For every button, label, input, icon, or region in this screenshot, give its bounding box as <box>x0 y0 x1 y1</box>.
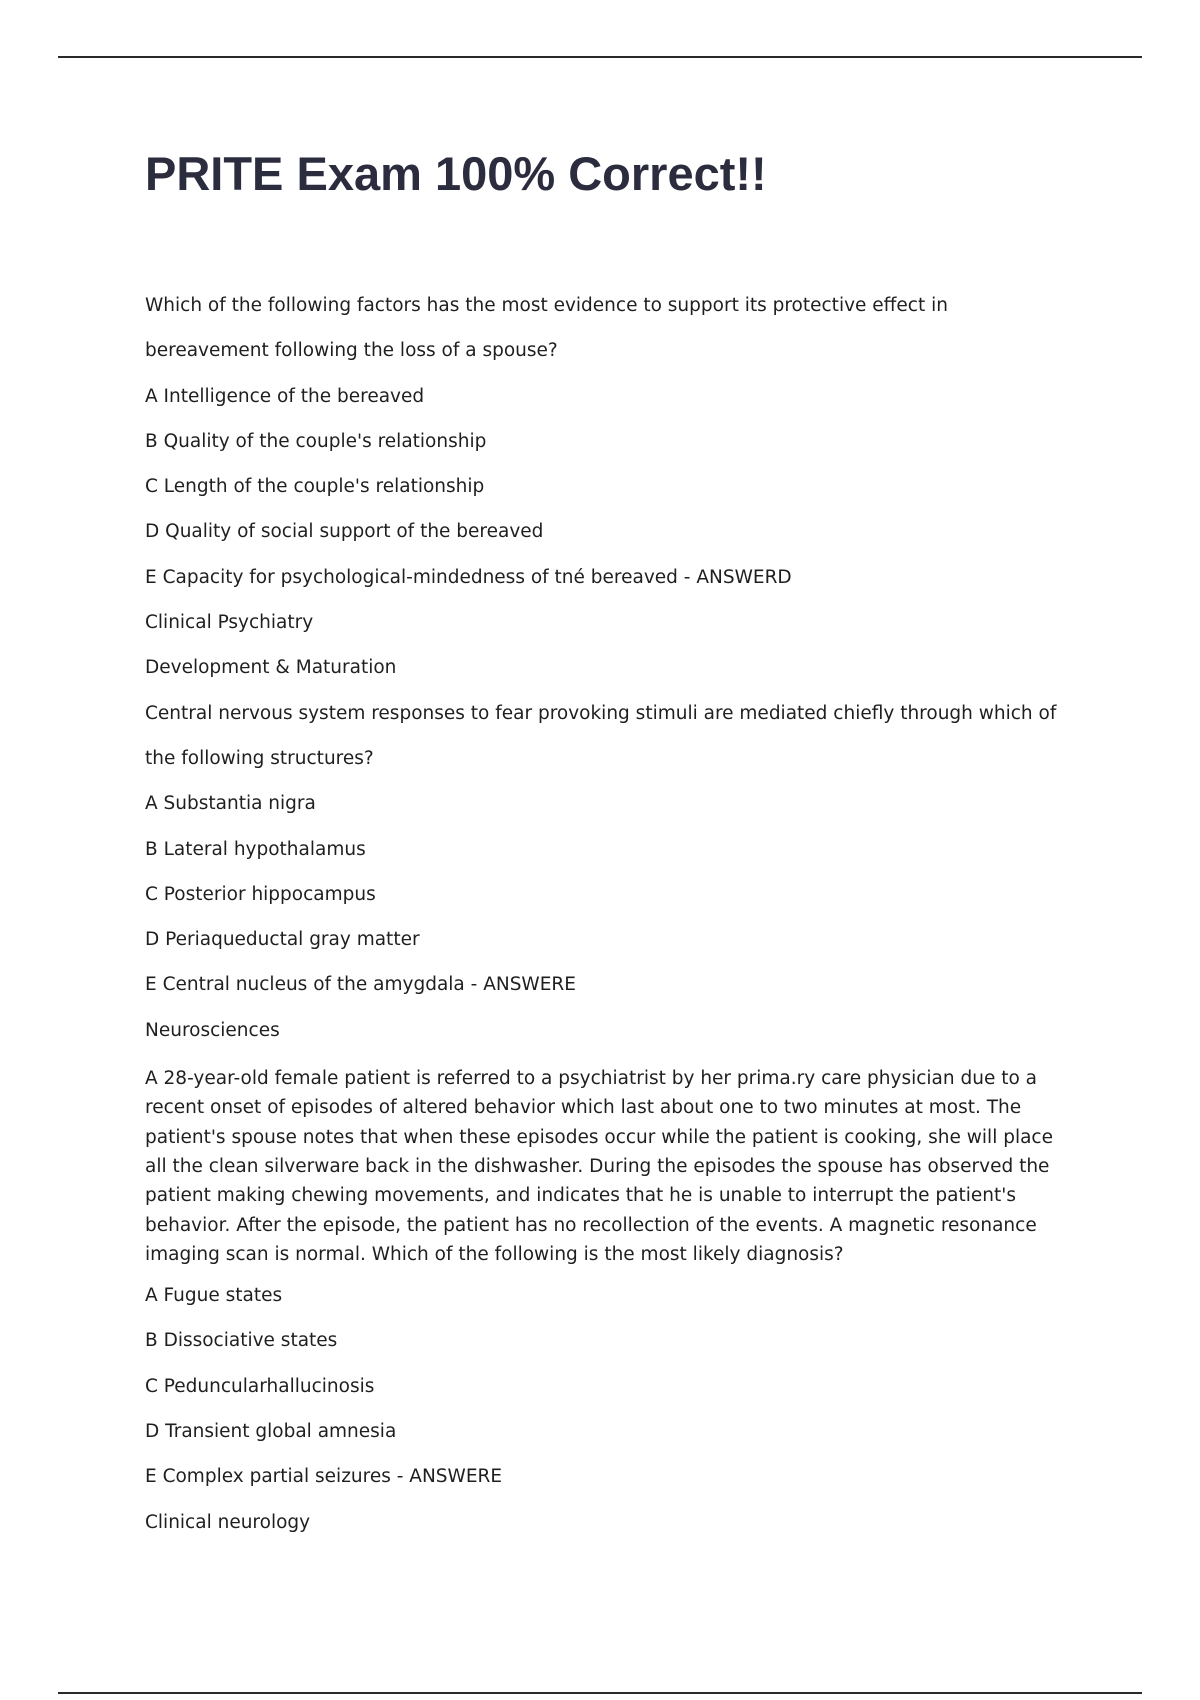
question-3-option-c: C Peduncularhallucinosis <box>145 1375 375 1397</box>
document-body <box>145 290 1065 1552</box>
question-3-option-b: B Dissociative states <box>145 1330 338 1352</box>
question-2-option-e-answer: E Central nucleus of the amygdala - ANSWERE <box>145 974 576 996</box>
question-3-option-e-answer: E Complex partial seizures - ANSWERE <box>145 1466 503 1488</box>
question-1-option-a: A Intelligence of the bereaved <box>145 385 425 407</box>
question-3-option-a: A Fugue states <box>145 1285 283 1307</box>
question-2-option-d: D Periaqueductal gray matter <box>145 929 420 951</box>
question-1-stem-line-2: bereavement following the loss of a spouse? <box>145 340 558 362</box>
question-1-option-d: D Quality of social support of the bereaved <box>145 521 544 543</box>
question-2-option-a: A Substantia nigra <box>145 793 316 815</box>
question-1-option-e-answer: E Capacity for psychological-mindedness of tné bereaved - ANSWERD <box>145 566 792 588</box>
question-2-category: Neurosciences <box>145 1019 280 1041</box>
question-1-stem-line-1: Which of the following factors has the most evidence to support its protective effect in <box>145 295 948 316</box>
question-1-category: Clinical Psychiatry <box>145 612 314 634</box>
question-2-stem-line-1: Central nervous system responses to fear provoking stimuli are mediated chiefly through which of <box>145 702 1057 724</box>
question-3-stem: A 28-year-old female patient is referred to a psychiatrist by her prima.ry care physician due to a recent onset of episodes of altered behavior which last about one to two minutes at most. The patient's spouse notes that when these episodes occur while the patient is cooking, she will place all the clean silverware back in the dishwasher. During the episodes the spouse has observed the patient making chewing movements, and indicates that he is unable to interrupt the patient's behavior. After the episode, the patient has no recollection of the events. A magnetic resonance imaging scan is normal. Which of the following is the most likely diagnosis? <box>145 1068 1053 1265</box>
question-2-option-c: C Posterior hippocampus <box>145 883 376 905</box>
question-2-stem-line-2: the following structures? <box>145 747 374 769</box>
bottom-rule <box>58 1692 1142 1694</box>
question-3-option-d: D Transient global amnesia <box>145 1421 397 1443</box>
question-1-option-b: B Quality of the couple's relationship <box>145 430 487 452</box>
question-1-option-c: C Length of the couple's relationship <box>145 476 485 498</box>
page-title: PRITE Exam 100% Correct!! <box>145 147 767 200</box>
top-rule <box>58 56 1142 58</box>
question-2-option-b: B Lateral hypothalamus <box>145 838 366 860</box>
question-3-category: Clinical neurology <box>145 1511 311 1533</box>
question-1-subcategory: Development & Maturation <box>145 657 397 679</box>
